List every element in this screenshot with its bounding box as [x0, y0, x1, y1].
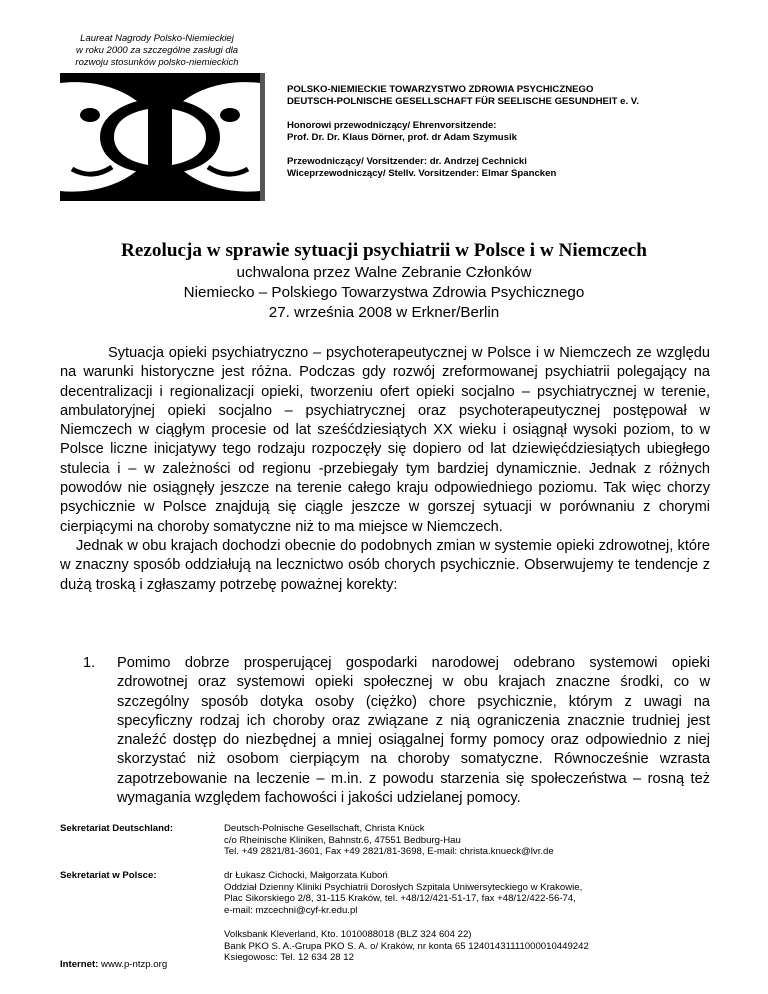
footer-label: Sekretariat Deutschland:	[60, 823, 174, 834]
honorary-label: Honorowi przewodniczący/ Ehrenvorsitzende:	[287, 120, 497, 131]
subtitle-line: Niemiecko – Polskiego Towarzystwa Zdrowia Psychicznego	[183, 284, 585, 301]
document-title-block	[0, 239, 768, 323]
website-link[interactable]: www.p-ntzp.org	[101, 959, 168, 970]
footer-line: Oddział Dzienny Kliniki Psychiatrii Dorosłych Szpitala Uniwersyteckiego w Krakowie,	[224, 881, 583, 893]
list-number: 1.	[83, 655, 96, 671]
footer-internet	[60, 959, 720, 971]
honorary-names: Prof. Dr. Dr. Klaus Dörner, prof. dr Adam Szymusik	[287, 132, 517, 143]
footer-line: Volksbank Kleverland, Kto. 1010088018 (BLZ 324 604 22)	[224, 929, 472, 940]
footer-line: Bank PKO S. A.-Grupa PKO S. A. o/ Kraków, nr konta 65 12401431111000010449242	[224, 940, 589, 952]
body-text	[60, 344, 710, 595]
footer-internet-row	[60, 959, 720, 971]
paragraph: Jednak w obu krajach dochodzi obecnie do podobnych zmian w systemie opieki zdrowotnej, które w znaczny sposób oddziałują na lecznictwo osób chorych psychicznie. Obserwujemy te tendencje z dużą troską i zgłaszamy potrzebę poważnej korekty:	[60, 537, 710, 593]
footer-line: Ksiegowosc: Tel. 12 634 28 12	[224, 952, 354, 963]
organization-header	[287, 72, 727, 192]
chairman: Przewodniczący/ Vorsitzender: dr. Andrzej Cechnicki	[287, 156, 527, 167]
laureate-note	[62, 33, 252, 69]
subtitle-line: uchwalona przez Walne Zebranie Członków	[236, 264, 532, 281]
laureate-line: Laureat Nagrody Polsko-Niemieckiej	[80, 33, 234, 44]
society-logo	[60, 73, 265, 201]
vice-chairman: Wiceprzewodniczący/ Stellv. Vorsitzender: Elmar Spancken	[287, 168, 557, 179]
list-item-text: Pomimo dobrze prosperującej gospodarki narodowej odebrano systemowi opieki zdrowotnej oraz systemowi opieki społecznej w obu krajach znaczne środki, co w szczególny sposób dotyka osoby (ciężko) chore psychicznie, którym z uwagi na specyficzny rodzaj ich choroby oraz związane z nią ograniczenia znacznie trudniej jest znaleźć dostęp do niezbędnej a mniej osiągalnej formy pomocy oraz odpowiednio z niej skorzystać niż osobom cierpiącym na choroby somatyczne. Równocześnie wzrasta zapotrzebowanie na leczenie – m.in. z powodu starzenia się społeczeństwa – rosną też wymagania względem fachowości i jakości udzielanej pomocy.	[117, 655, 710, 807]
paragraph: Sytuacja opieki psychiatryczno – psychoterapeutycznej w Polsce i w Niemczech ze względu na warunki historyczne jest różna. Podczas gdy rozwój zreformowanej psychiatrii polegający na decentralizacji i regionalizacji opieki, tworzeniu ofert opieki socjalno – psychiatrycznej w terenie, ambulatoryjnej opieki socjalno – psychiatrycznej oraz psychoterapeutycznej postępował w Niemczech w ciągłym procesie od lat sześćdziesiątych XX wieku i osiągnął wysoki poziom, to w Polsce liczne inicjatywy tego rodzaju rozpoczęły się dopiero od lat dziewięćdziesiątych ubiegłego stulecia i – w zależności od regionu -przebiegały tym bardziej dynamicznie. Jednak z różnych powodów nie osiągnęły jeszcze na terenie całego kraju odpowiedniego poziomu. Tak więc chorzy psychicznie w Polsce znajdują się ciągle jeszcze w gorszej sytuacji w porównaniu z chorymi cierpiącymi na choroby somatyczne niż to ma miejsce w Niemczech.	[60, 345, 710, 535]
footer-label: Internet:	[60, 959, 99, 970]
document-date: 27. września 2008 w Erkner/Berlin	[268, 304, 500, 321]
footer-label: Sekretariat w Polsce:	[60, 870, 157, 881]
laureate-line: w roku 2000 za szczególne zasługi dla	[75, 45, 239, 56]
list-item	[83, 654, 710, 808]
footer-address	[224, 823, 724, 858]
footer-line: e-mail: mzcechni@cyf-kr.edu.pl	[224, 904, 358, 916]
footer-line: Deutsch-Polnische Gesellschaft, Christa Knück	[224, 823, 425, 834]
org-name-pl: POLSKO-NIEMIECKIE TOWARZYSTWO ZDROWIA PSYCHICZNEGO	[287, 84, 594, 95]
numbered-list	[83, 654, 710, 808]
org-name-de: DEUTSCH-POLNISCHE GESELLSCHAFT FÜR SEELISCHE GESUNDHEIT e. V.	[287, 96, 639, 107]
footer-line: c/o Rheinische Kliniken, Bahnstr.6, 47551 Bedburg-Hau	[224, 834, 461, 846]
footer-address	[224, 870, 724, 916]
document-title: Rezolucja w sprawie sytuacji psychiatrii w Polsce i w Niemczech	[121, 240, 647, 261]
laureate-line: rozwoju stosunków polsko-niemieckich	[75, 57, 239, 68]
footer-line: Plac Sikorskiego 2/8, 31-115 Kraków, tel. +48/12/421-51-17, fax +48/12/422-56-74,	[224, 893, 576, 904]
footer-line: dr Łukasz Cichocki, Małgorzata Kuboń	[224, 870, 388, 881]
footer-line: Tel. +49 2821/81-3601, Fax +49 2821/81-3698, E-mail: christa.knueck@lvr.de	[224, 846, 554, 857]
